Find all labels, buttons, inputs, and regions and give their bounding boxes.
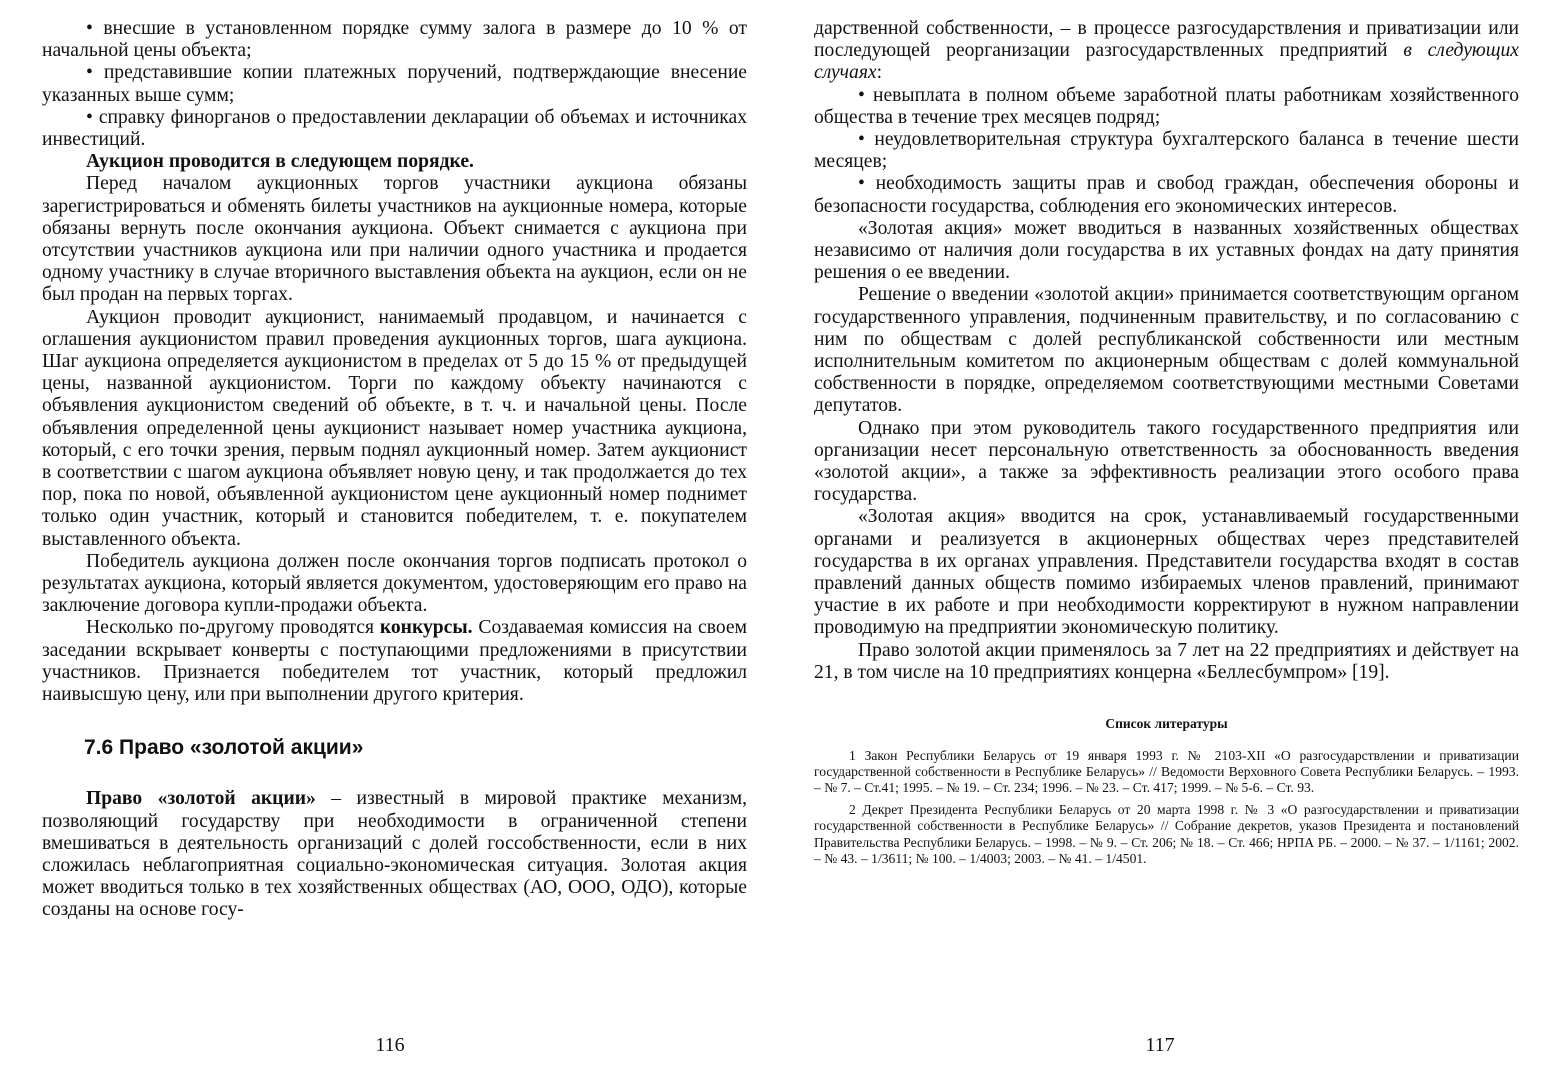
paragraph-before-auction: Перед началом аукционных торгов участники аукциона обязаны зарегистрироваться и обменять билеты участников на аукционные номера, которые обязаны вернуть после окончания аукциона. Объект снимается с аукциона при отсутствии участников аукциона или при наличии одного участника и продается одному участнику в случае вторичного выставления объекта на аукцион, если он не был продан на первых торгах. xyxy=(42,173,747,306)
paragraph-continuation: дарственной собственности, – в процессе разгосударствления и приватизации или последующей реорганизации разгосударствленных предприятий в следующих случаях: xyxy=(814,18,1519,84)
right-page xyxy=(790,0,1548,1074)
paragraph-winner: Победитель аукциона должен после окончания торгов подписать протокол о результатах аукциона, который является документом, удостоверяющим его право на заключение договора купли-продажи объекта. xyxy=(42,550,747,617)
reference-item: 2 Декрет Президента Республики Беларусь от 20 марта 1998 г. № 3 «О разгосударствлении и приватизации государственной собственности в Республике Беларусь» // Собрание декретов, указов Президента и постановлений Правительства Республики Беларусь. – 1998. – № 9. – Ст. 206; № 18. – Ст. 466; НРПА РБ. – 2000. – № 37. – 1/1161; 2002. – № 43. – 1/3611; № 100. – 1/4003; 2003. – № 41. – 1/4501. xyxy=(814,802,1519,866)
paragraph-contests: Несколько по-другому проводятся конкурсы. Создаваемая комиссия на своем заседании вскрывает конверты с поступающими предложениями в присутствии участников. Признается победителем тот участник, который предложил наивысшую цену, или при выполнении другого критерия. xyxy=(42,617,747,706)
paragraph-term: «Золотая акция» вводится на срок, устанавливаемый государственными органами и реализуется в акционерных обществах через представителей государства в их органах управления. Представители государства входят в состав правлений данных обществ помимо избираемых членов правлений, принимают участие в их работе и при необходимости корректируют в нужном направлении проводимую на предприятии экономическую политику. xyxy=(814,506,1519,639)
bullet-payment-copies: • представившие копии платежных поручений, подтверждающие внесение указанных выше сумм; xyxy=(42,62,747,106)
paragraph-responsibility: Однако при этом руководитель такого государственного предприятия или организации несет персональную ответственность за обоснованность введения «золотой акции», а также за эффективность реализации этого особого права государства. xyxy=(814,417,1519,506)
right-page-text xyxy=(814,18,1519,867)
paragraph-golden-share-definition: Право «золотой акции» – известный в мировой практике механизм, позволяющий государству при необходимости в ограниченной степени вмешиваться в деятельность организаций с долей госсобственности, если в них сложилась неблагоприятная социально-экономическая ситуация. Золотая акция может вводиться только в тех хозяйственных обществах (АО, ООО, ОДО), которые созданы на основе госу- xyxy=(42,788,747,921)
page-number: 116 xyxy=(375,1034,405,1056)
bullet-defense: • необходимость защиты прав и свобод граждан, обеспечения обороны и безопасности государства, соблюдения его экономических интересов. xyxy=(814,173,1519,217)
section-heading: 7.6 Право «золотой акции» xyxy=(84,736,364,760)
paragraph-statistics: Право золотой акции применялось за 7 лет на 22 предприятиях и действует на 21, в том числе на 10 предприятиях концерна «Беллесбумпром» [19]. xyxy=(814,639,1519,683)
paragraph-decision: Решение о введении «золотой акции» принимается соответствующим органом государственного управления, подчиненным правительству, и по согласованию с ним по обществам с долей республиканской собственности или местным исполнительным комитетом по акционерным обществам с долей коммунальной собственности в порядке, определяемом соответствующими местными Советами депутатов. xyxy=(814,284,1519,417)
references-title: Список литературы xyxy=(1105,716,1228,732)
bullet-wages: • невыплата в полном объеме заработной платы работникам хозяйственного общества в течение трех месяцев подряд; xyxy=(814,84,1519,128)
paragraph-auctioneer: Аукцион проводит аукционист, нанимаемый продавцом, и начинается с оглашения аукционистом правил проведения аукционных торгов, шага аукциона. Шаг аукциона определяется аукционистом в пределах от 5 до 15 % от предыдущей цены, названной аукционистом. Торги по каждому объекту начинаются с объявления аукционистом сведений об объекте, в т. ч. и начальной цены. После объявления определенной цены аукционист называет номер участника аукциона, который, с его точки зрения, первым поднял аукционный номер. Затем аукционист в соответствии с шагом аукциона объявляет новую цену, и так продолжается до тех пор, пока по новой, объявленной аукционистом цене аукционный номер поднимет только один участник, который и становится победителем, т. е. покупателем выставленного объекта. xyxy=(42,306,747,550)
bullet-deposit: • внесшие в установленном порядке сумму залога в размере до 10 % от начальной цены объекта; xyxy=(42,18,747,62)
left-page xyxy=(0,0,770,1074)
left-page-text xyxy=(42,18,747,922)
reference-item: 1 Закон Республики Беларусь от 19 января 1993 г. № 2103-XII «О разгосударствлении и приватизации государственной собственности в Республике Беларусь» // Ведомости Верховного Совета Республики Беларусь. – 1993. – № 7. – Ст.41; 1995. – № 19. – Ст. 234; 1996. – № 23. – Ст. 417; 1999. – № 5-6. – Ст. 93. xyxy=(814,748,1519,796)
auction-order-heading: Аукцион проводится в следующем порядке. xyxy=(86,151,474,173)
page-number: 117 xyxy=(1145,1034,1175,1056)
paragraph-golden-share-introduction: «Золотая акция» может вводиться в названных хозяйственных обществах независимо от наличия доли государства в их уставных фондах на дату принятия решения о ее введении. xyxy=(814,217,1519,284)
bullet-balance: • неудовлетворительная структура бухгалтерского баланса в течение шести месяцев; xyxy=(814,129,1519,173)
bullet-certificate: • справку финорганов о предоставлении декларации об объемах и источниках инвестиций. xyxy=(42,106,747,151)
